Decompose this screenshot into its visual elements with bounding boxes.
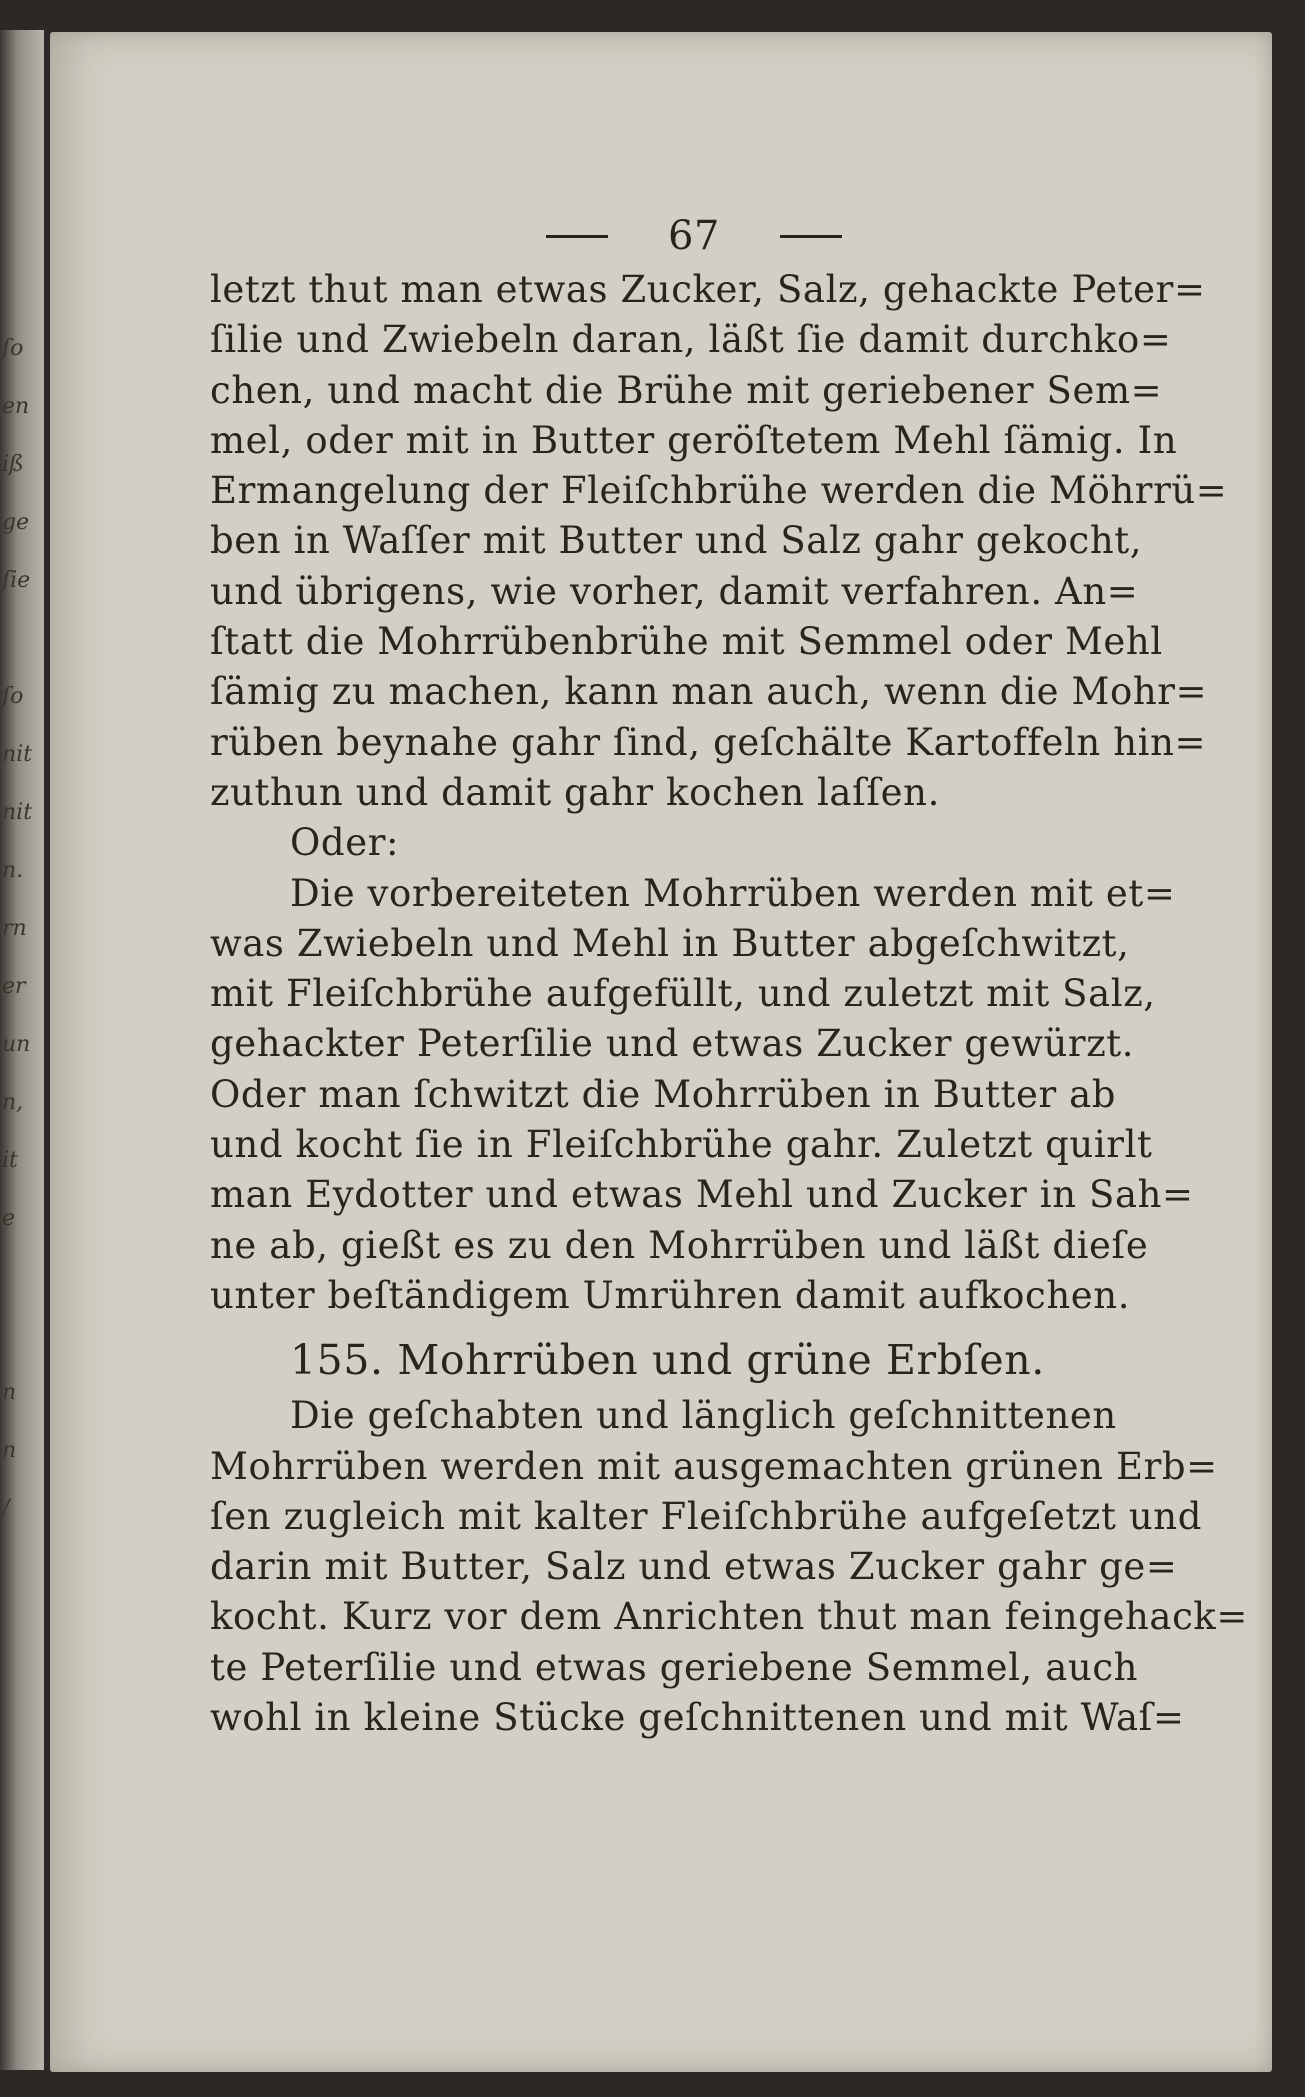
text-line: letzt thut man etwas Zucker, Salz, gehackte Peter=: [210, 268, 1206, 311]
left-page-margin-text: ſo en iß ge ſie ſo nit nit n. rn er un n, it e n n /: [2, 336, 33, 1521]
text-line: wohl in kleine Stücke geſchnittenen und mit Waſ=: [210, 1696, 1185, 1740]
text-line: ne ab, gießt es zu den Mohrrüben und läßt dieſe: [210, 1223, 1149, 1267]
recipe-heading: 155. Mohrrüben und grüne Erbſen.: [290, 1336, 1045, 1385]
text-line: Die geſchabten und länglich geſchnittenen: [290, 1394, 1117, 1438]
text-line: zuthun und damit gahr kochen laſſen.: [210, 770, 940, 814]
text-line: mel, oder mit in Butter geröſtetem Mehl ſämig. In: [210, 418, 1178, 462]
text-line: te Peterſilie und etwas geriebene Semmel, auch: [210, 1645, 1139, 1689]
header-dash-left: [546, 235, 608, 238]
text-line: ſen zugleich mit kalter Fleiſchbrühe aufgeſetzt und: [210, 1494, 1203, 1538]
text-line: und übrigens, wie vorher, damit verfahren. An=: [210, 569, 1139, 613]
text-line: und kocht ſie in Fleiſchbrühe gahr. Zuletzt quirlt: [210, 1123, 1153, 1167]
text-line: ſtatt die Mohrrübenbrühe mit Semmel oder Mehl: [210, 620, 1163, 664]
text-line: ſämig zu machen, kann man auch, wenn die Mohr=: [210, 670, 1208, 714]
paragraph-1: [210, 265, 1228, 818]
text-line: Ermangelung der Fleiſchbrühe werden die Möhrrü=: [210, 469, 1228, 513]
text-line: Oder man ſchwitzt die Mohrrüben in Butter ab: [210, 1072, 1117, 1116]
text-line: man Eydotter und etwas Mehl und Zucker in Sah=: [210, 1173, 1194, 1217]
text-line: gehackter Peterſilie und etwas Zucker gewürzt.: [210, 1022, 1135, 1066]
text-line: kocht. Kurz vor dem Anrichten thut man feingehack=: [210, 1595, 1249, 1639]
page-header: [250, 207, 1138, 265]
text-line: was Zwiebeln und Mehl in Butter abgeſchwitzt,: [210, 921, 1130, 965]
paragraph-2: [210, 869, 1194, 1322]
page-number: 67: [667, 212, 721, 259]
header-dash-right: [780, 235, 842, 238]
text-line: ben in Waſſer mit Butter und Salz gahr gekocht,: [210, 519, 1143, 563]
text-line: Die vorbereiteten Mohrrüben werden mit et=: [290, 871, 1176, 915]
paragraph-3: [210, 1391, 1249, 1743]
left-page-edge: [0, 30, 44, 2070]
text-line: ſilie und Zwiebeln daran, läßt ſie damit durchko=: [210, 318, 1172, 362]
page-text: [210, 207, 1249, 1743]
text-line: unter beſtändigem Umrühren damit aufkochen.: [210, 1273, 1131, 1317]
text-line: darin mit Butter, Salz und etwas Zucker gahr ge=: [210, 1545, 1178, 1589]
text-line: Mohrrüben werden mit ausgemachten grünen Erb=: [210, 1444, 1218, 1488]
oder-label: Oder:: [290, 821, 400, 865]
text-line: rüben beynahe gahr ſind, geſchälte Kartoffeln hin=: [210, 720, 1207, 764]
text-line: mit Fleiſchbrühe aufgefüllt, und zuletzt mit Salz,: [210, 972, 1156, 1016]
book-page: [50, 32, 1272, 2072]
text-line: chen, und macht die Brühe mit geriebener Sem=: [210, 368, 1163, 412]
